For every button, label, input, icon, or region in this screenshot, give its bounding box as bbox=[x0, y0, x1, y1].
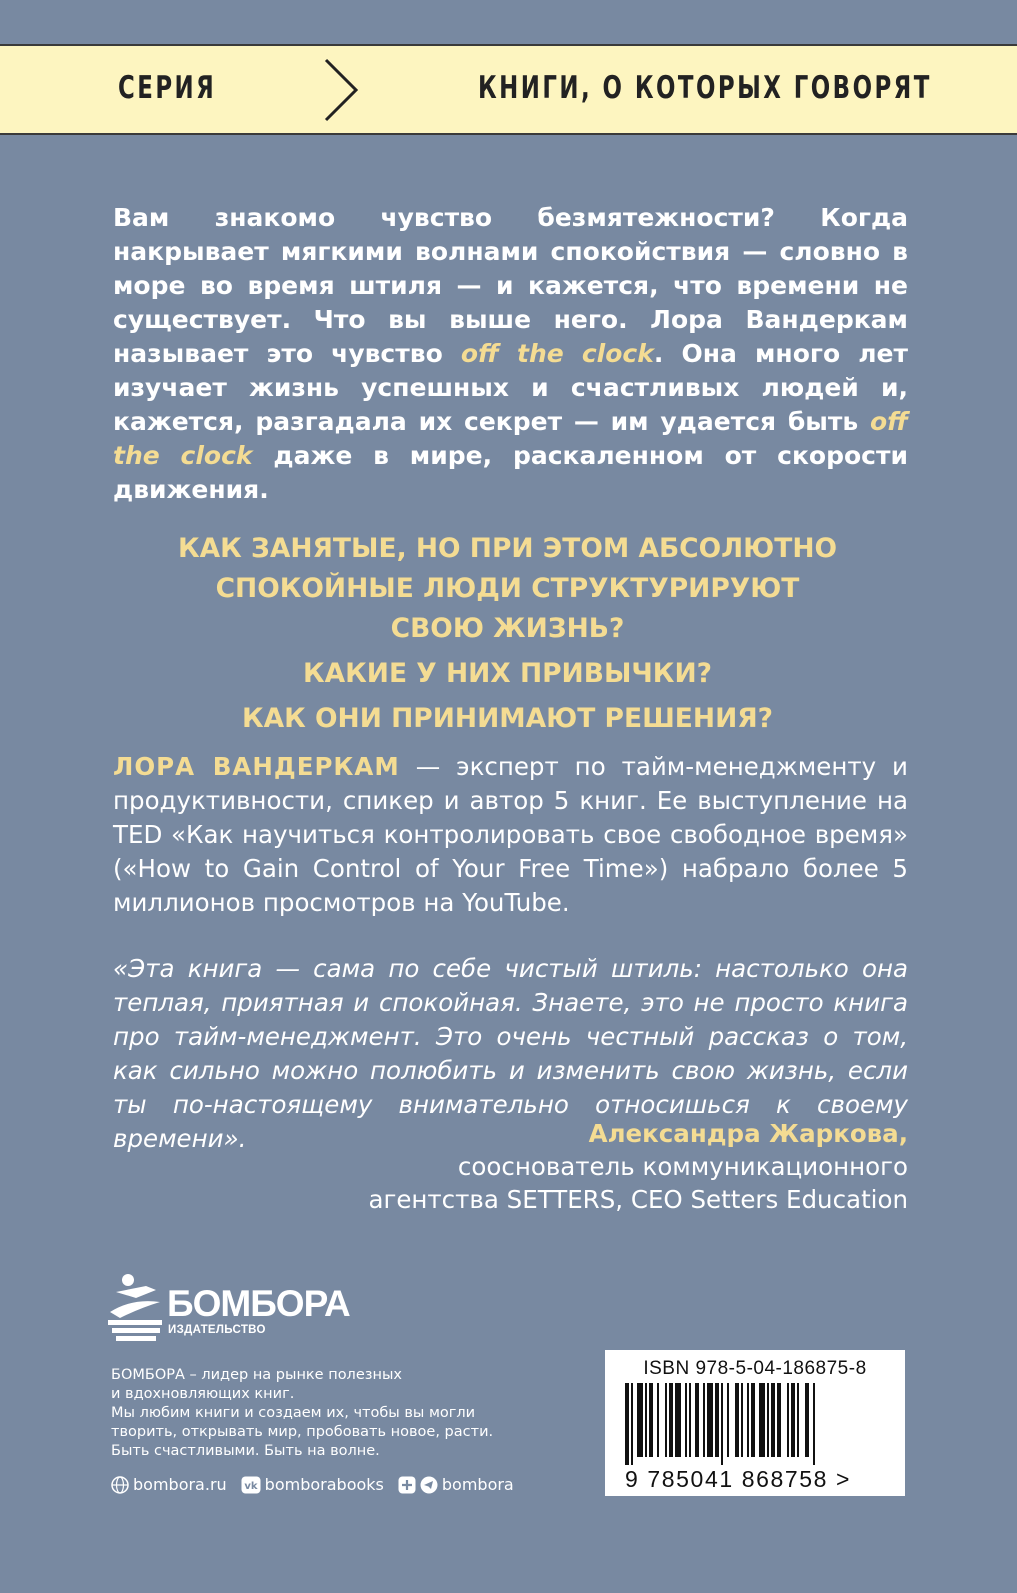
question-2: КАКИЕ У НИХ ПРИВЫЧКИ? bbox=[302, 658, 713, 689]
site-link[interactable] bbox=[111, 1474, 227, 1496]
barcode-stripe bbox=[649, 1383, 653, 1457]
barcode-stripe bbox=[727, 1383, 729, 1457]
publisher-description bbox=[111, 1366, 531, 1461]
barcode-stripe bbox=[631, 1383, 633, 1465]
barcode-bars bbox=[615, 1383, 895, 1465]
intro-paragraph bbox=[113, 201, 908, 507]
plus-icon bbox=[398, 1476, 416, 1494]
telegram-icon bbox=[420, 1476, 438, 1494]
barcode-stripe bbox=[665, 1383, 667, 1457]
series-name: КНИГИ, О КОТОРЫХ ГОВОРЯТ bbox=[478, 70, 932, 106]
barcode-stripe bbox=[759, 1383, 765, 1457]
intro-text-2: . Она много лет изучает жизнь успешных и счастливых людей и, кажется, разгадала их секрет — им удается быть bbox=[113, 339, 908, 436]
questions-block bbox=[90, 529, 925, 744]
vk-link[interactable] bbox=[241, 1474, 384, 1496]
reviewer-name: Александра Жаркова, bbox=[588, 1119, 908, 1148]
chevron-right-icon bbox=[322, 56, 362, 124]
barcode-stripe bbox=[637, 1383, 643, 1457]
publisher-logo-name: БОМБОРА bbox=[167, 1283, 350, 1324]
vk-link-label: bomborabooks bbox=[264, 1475, 384, 1494]
publisher-line: Мы любим книги и создаем их, чтобы вы могли bbox=[111, 1405, 476, 1421]
review-signature bbox=[368, 1117, 908, 1216]
vk-icon bbox=[241, 1476, 261, 1494]
bombora-logo-icon bbox=[106, 1272, 164, 1344]
barcode-stripe bbox=[721, 1383, 723, 1465]
publisher-line: и вдохновляющих книг. bbox=[111, 1386, 295, 1402]
barcode-stripe bbox=[675, 1383, 681, 1457]
barcode-stripe bbox=[747, 1383, 749, 1457]
barcode-stripe bbox=[797, 1383, 799, 1457]
barcode-stripe bbox=[751, 1383, 755, 1457]
barcode-stripe bbox=[767, 1383, 769, 1457]
barcode-stripe bbox=[813, 1383, 815, 1465]
author-bio-text: — эксперт по тайм-менеджменту и продуктивности, спикер и автор 5 книг. Ее выступление на TED «Как научиться контролировать свое свободное время» («How to Gain Control of Your Free Time») набрало более 5 миллионов просмотров на YouTube. bbox=[113, 752, 908, 917]
barcode-stripe bbox=[645, 1383, 647, 1457]
barcode-stripe bbox=[689, 1383, 691, 1457]
barcode-stripe bbox=[777, 1383, 781, 1457]
barcode-stripe bbox=[771, 1383, 775, 1457]
svg-text:vk: vk bbox=[244, 1481, 258, 1492]
barcode-digits: 9 785041 868758 > bbox=[625, 1466, 852, 1492]
question-1: КАК ЗАНЯТЫЕ, НО ПРИ ЭТОМ АБСОЛЮТНО СПОКОЙНЫЕ ЛЮДИ СТРУКТУРИРУЮТ СВОЮ ЖИЗНЬ? bbox=[177, 533, 838, 644]
author-bio bbox=[113, 750, 908, 920]
publisher-line: БОМБОРА – лидер на рынке полезных bbox=[111, 1367, 402, 1383]
publisher-line: творить, открывать мир, пробовать новое, расти. bbox=[111, 1424, 494, 1440]
barcode-stripe bbox=[685, 1383, 687, 1457]
globe-icon bbox=[111, 1476, 129, 1494]
question-3: КАК ОНИ ПРИНИМАЮТ РЕШЕНИЯ? bbox=[241, 703, 774, 734]
intro-highlight-1: off the clock bbox=[460, 339, 654, 368]
publisher-logo-sub: ИЗДАТЕЛЬСТВО bbox=[168, 1324, 266, 1336]
barcode-stripe bbox=[805, 1383, 809, 1457]
telegram-link[interactable] bbox=[398, 1474, 514, 1496]
barcode-stripe bbox=[669, 1383, 673, 1457]
intro-highlight-2: off the clock bbox=[113, 407, 908, 470]
author-name: ЛОРА ВАНДЕРКАМ bbox=[113, 752, 400, 781]
telegram-link-label: bombora bbox=[441, 1475, 514, 1494]
barcode-stripe bbox=[695, 1383, 699, 1457]
barcode-stripe bbox=[715, 1383, 719, 1457]
intro-text-3: даже в мире, раскаленном от скорости движения. bbox=[113, 441, 908, 504]
barcode-stripe bbox=[741, 1383, 743, 1457]
intro-text-1: Вам знакомо чувство безмятежности? Когда накрывает мягкими волнами спокойствия — словно в море во время штиля — и кажется, что времени не существует. Что вы выше него. Лора Вандеркам называет это чувство bbox=[113, 203, 908, 368]
series-label: СЕРИЯ bbox=[118, 70, 217, 106]
barcode-stripe bbox=[735, 1383, 739, 1457]
barcode-stripe bbox=[707, 1383, 713, 1457]
barcode-stripe bbox=[787, 1383, 789, 1457]
barcode-stripe bbox=[625, 1383, 629, 1465]
barcode-stripe bbox=[791, 1383, 795, 1457]
reviewer-role-2: агентства SETTERS, CEO Setters Education bbox=[368, 1185, 908, 1214]
barcode-stripe bbox=[703, 1383, 705, 1457]
barcode-stripe bbox=[657, 1383, 659, 1457]
review-quote: «Эта книга — сама по себе чистый штиль: настолько она теплая, приятная и спокойная. Знаете, это не просто книга про тайм-менеджмент. Это очень честный рассказ о том, как сильно можно полюбить и изменить свою жизнь, если ты по-настоящему внимательно относишься к своему времени». bbox=[113, 954, 908, 1153]
publisher-line: Быть счастливыми. Быть на волне. bbox=[111, 1443, 380, 1459]
series-banner bbox=[0, 44, 1017, 135]
social-links bbox=[111, 1474, 528, 1496]
site-link-label: bombora.ru bbox=[133, 1475, 227, 1494]
isbn-number: ISBN 978-5-04-186875-8 bbox=[643, 1358, 867, 1379]
isbn-barcode bbox=[605, 1350, 905, 1496]
reviewer-role-1: сооснователь коммуникационного bbox=[457, 1152, 908, 1181]
